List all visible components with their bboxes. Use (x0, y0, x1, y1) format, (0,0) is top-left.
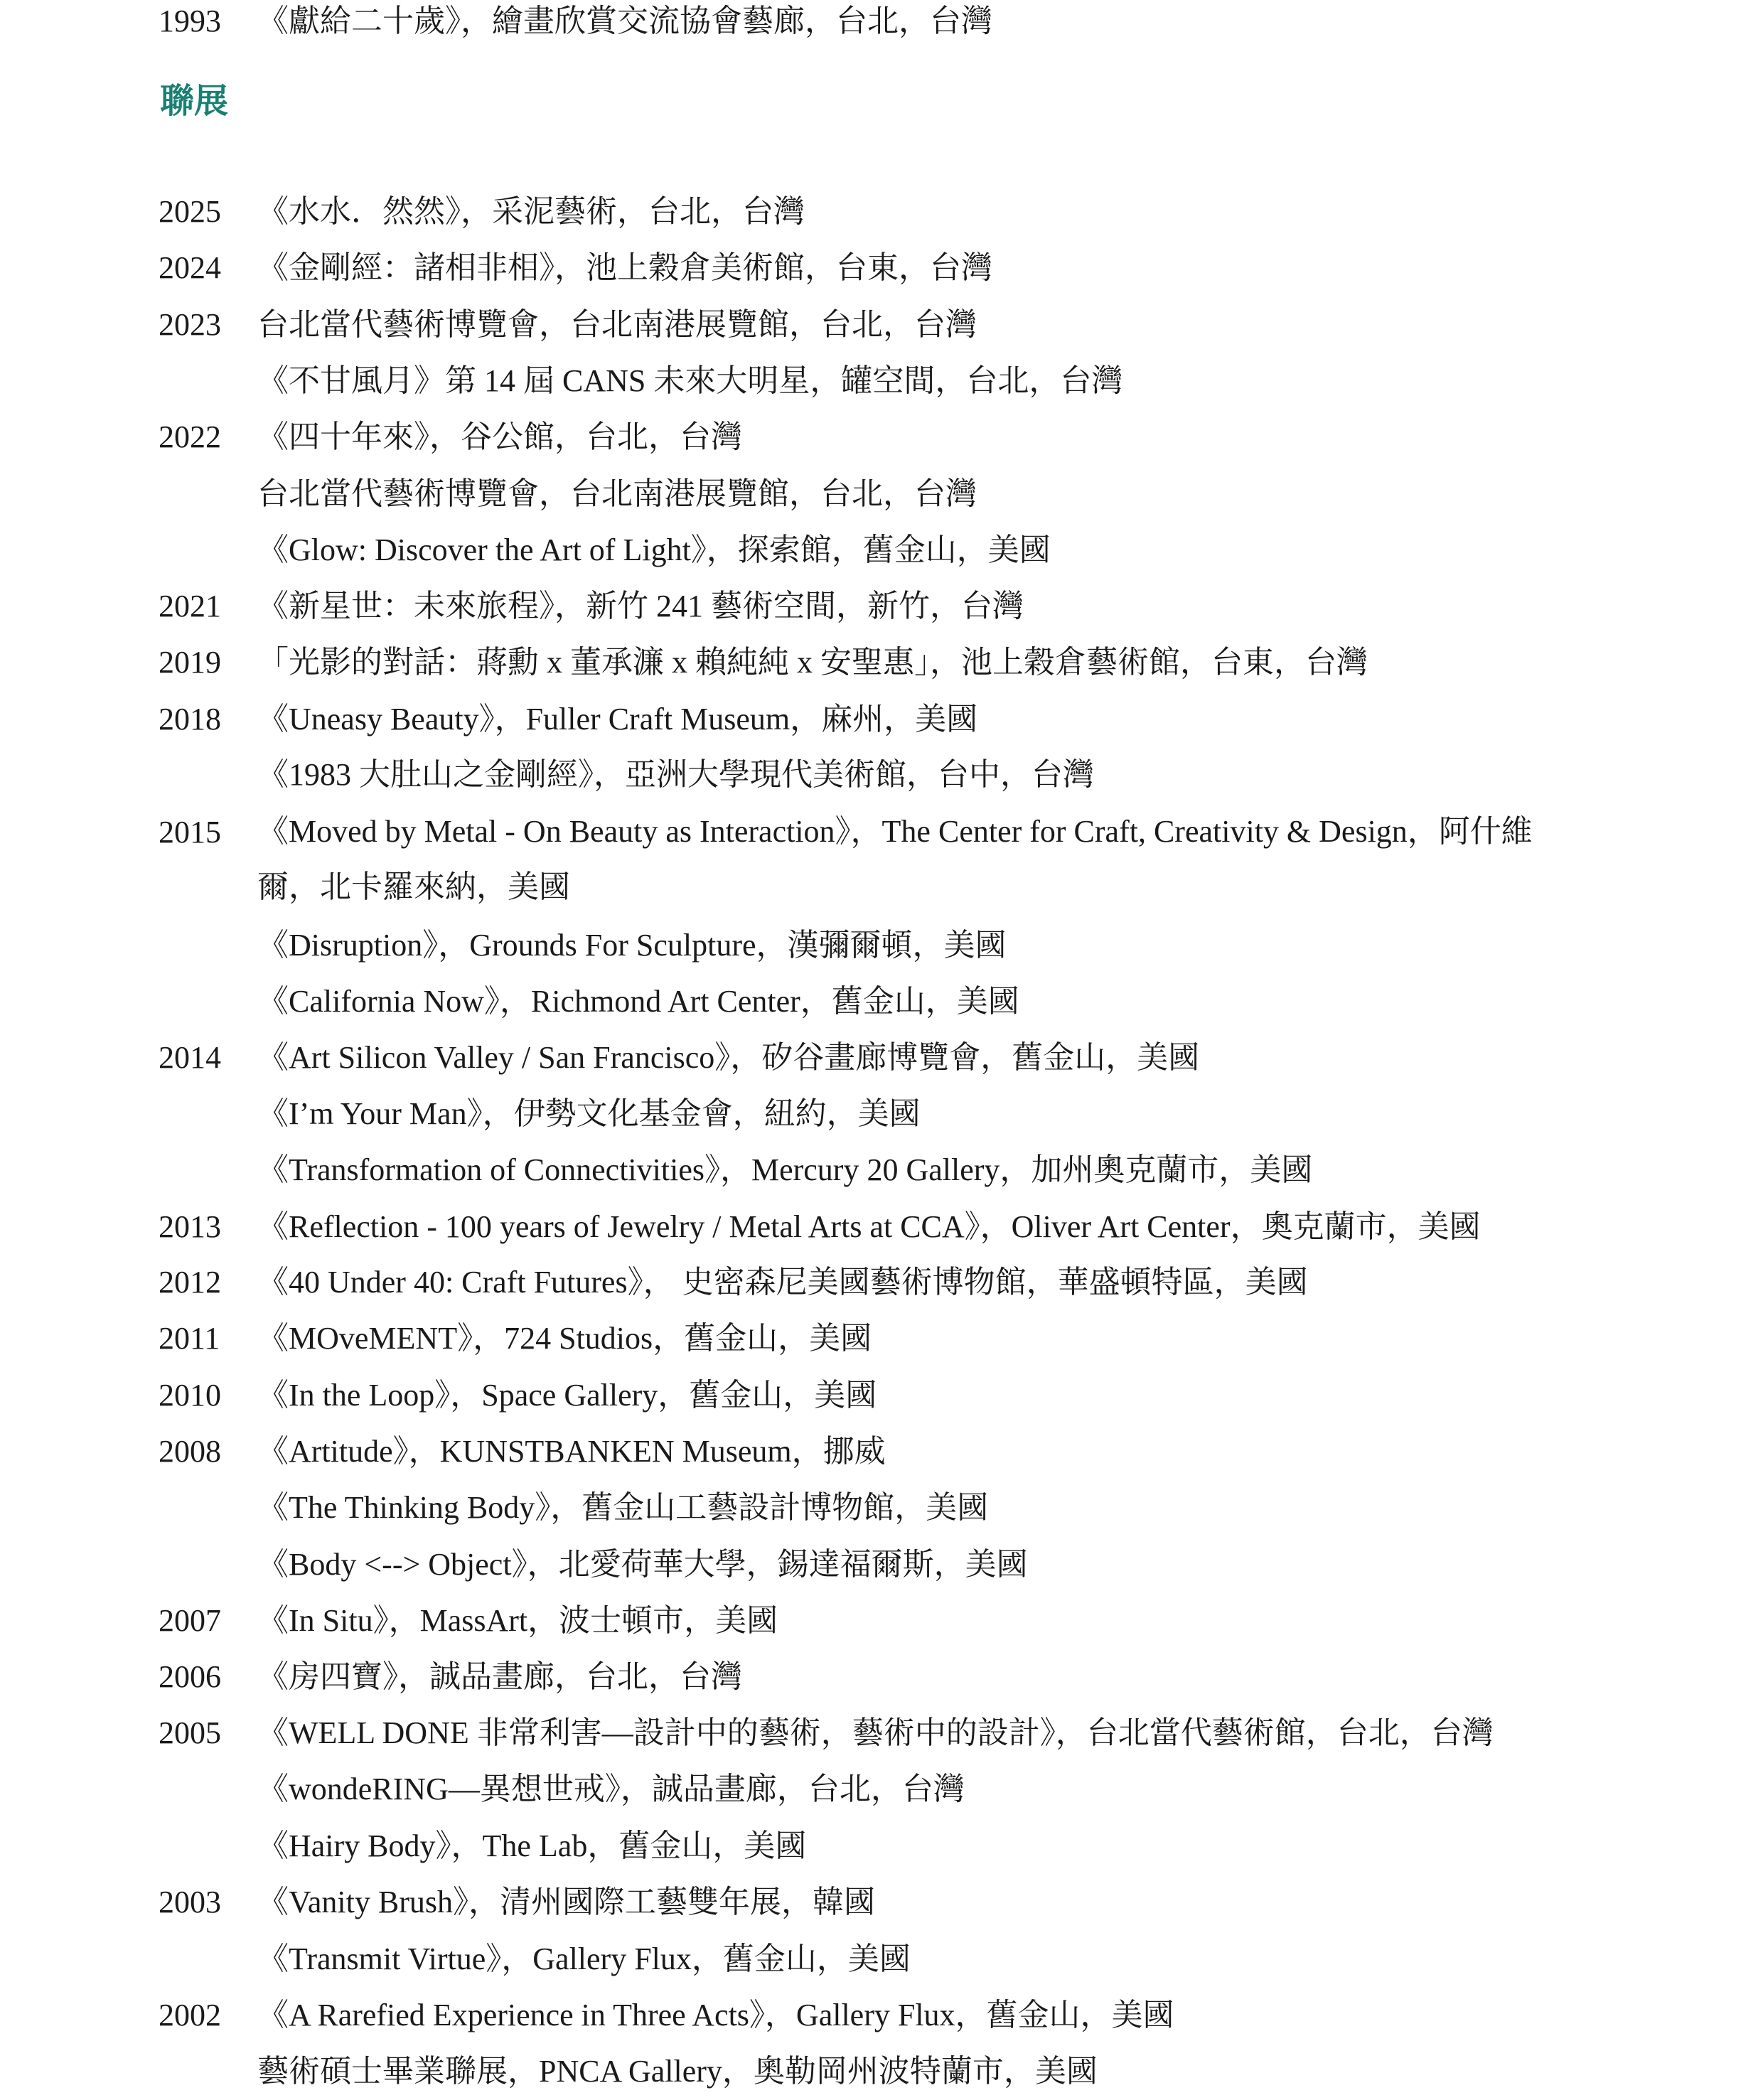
exhibition-entry: 「光影的對話：蔣勳 x 董承濂 x 賴純純 x 安聖惠」，池上穀倉藝術館，台東，台灣 (257, 645, 1368, 680)
exhibition-row (0, 522, 1763, 579)
exhibition-row (0, 1142, 1763, 1199)
exhibition-entry: 《四十年來》，谷公館，台北，台灣 (257, 419, 742, 454)
exhibition-year: 2013 (159, 1209, 221, 1244)
exhibition-row (0, 1705, 1763, 1762)
exhibition-row (0, 1254, 1763, 1311)
exhibition-entry: 《Disruption》，Grounds For Sculpture，漢彌爾頓，美國 (257, 928, 1007, 963)
exhibition-row (0, 296, 1763, 353)
exhibition-entry: 《Uneasy Beauty》，Fuller Craft Museum，麻州，美國 (257, 702, 978, 736)
exhibition-entry: 《新星世：未來旅程》，新竹 241 藝術空間，新竹，台灣 (257, 589, 1024, 623)
exhibition-entry: 《In the Loop》，Space Gallery，舊金山，美國 (257, 1378, 877, 1413)
exhibition-row (0, 183, 1763, 240)
exhibition-row (0, 1199, 1763, 1255)
exhibition-year: 2011 (159, 1321, 220, 1356)
exhibition-year: 2005 (159, 1715, 221, 1750)
exhibition-row (0, 804, 1763, 918)
exhibition-entry: 《In Situ》，MassArt，波士頓市，美國 (257, 1603, 778, 1638)
exhibition-row (0, 746, 1763, 803)
exhibition-entry: 台北當代藝術博覽會，台北南港展覽館，台北，台灣 (257, 476, 977, 511)
exhibition-year: 2019 (159, 645, 221, 680)
exhibition-row (0, 240, 1763, 296)
exhibition-entry: 《WELL DONE 非常利害—設計中的藝術，藝術中的設計》，台北當代藝術館，台北，台灣 (257, 1715, 1494, 1750)
exhibition-entry: 《金剛經：諸相非相》，池上穀倉美術館，台東，台灣 (257, 250, 992, 285)
exhibition-row (0, 1479, 1763, 1536)
group-exhibitions-heading: 聯展 (160, 81, 229, 121)
exhibition-year: 2006 (159, 1659, 221, 1694)
exhibition-row (0, 1423, 1763, 1480)
exhibition-year: 2007 (159, 1603, 221, 1638)
exhibition-row (0, 973, 1763, 1030)
exhibition-row (0, 691, 1763, 748)
exhibition-row (0, 1818, 1763, 1875)
exhibition-row (0, 466, 1763, 523)
exhibition-year: 2012 (159, 1265, 221, 1300)
exhibition-year: 2008 (159, 1434, 221, 1469)
exhibition-entry: 《A Rarefied Experience in Three Acts》，Gallery Flux，舊金山，美國 (257, 1998, 1174, 2032)
exhibition-entry: 台北當代藝術博覽會，台北南港展覽館，台北，台灣 (257, 307, 977, 342)
exhibition-row (0, 1029, 1763, 1086)
exhibition-entry: 《Hairy Body》，The Lab，舊金山，美國 (257, 1828, 807, 1863)
exhibition-entry: 藝術碩士畢業聯展，PNCA Gallery，奧勒岡州波特蘭市，美國 (257, 2054, 1098, 2089)
exhibition-year: 2025 (159, 194, 221, 229)
exhibition-entry: 《1983 大肚山之金剛經》，亞洲大學現代美術館，台中，台灣 (257, 757, 1094, 792)
entry-year: 1993 (159, 4, 221, 38)
exhibition-entry: 《Vanity Brush》，清州國際工藝雙年展，韓國 (257, 1885, 875, 1919)
exhibition-row (0, 1310, 1763, 1367)
solo-exhibition-entry (0, 0, 1763, 50)
exhibition-entry: 《不甘風月》第 14 屆 CANS 未來大明星，罐空間，台北，台灣 (257, 363, 1123, 398)
exhibition-year: 2021 (159, 589, 221, 623)
exhibition-row (0, 634, 1763, 691)
exhibition-entry: 《水水．然然》，采泥藝術，台北，台灣 (257, 194, 805, 229)
exhibition-entry: 《wondeRING—異想世戒》，誠品畫廊，台北，台灣 (257, 1772, 965, 1806)
exhibition-entry: 《Transformation of Connectivities》，Mercury 20 Gallery，加州奧克蘭市，美國 (257, 1152, 1313, 1187)
exhibition-entry: 《MOveMENT》，724 Studios，舊金山，美國 (257, 1321, 872, 1356)
exhibition-entry: 《Reflection - 100 years of Jewelry / Metal Arts at CCA》，Oliver Art Center，奧克蘭市，美國 (257, 1209, 1481, 1244)
exhibition-year: 2010 (159, 1378, 221, 1413)
exhibition-year: 2018 (159, 702, 221, 736)
exhibition-entry: 《40 Under 40: Craft Futures》， 史密森尼美國藝術博物館，華盛頓特區，美國 (257, 1265, 1308, 1300)
exhibition-row (0, 1086, 1763, 1142)
exhibition-year: 2014 (159, 1040, 221, 1075)
exhibition-entry: 《Artitude》，KUNSTBANKEN Museum，挪威 (257, 1434, 886, 1469)
exhibition-year: 2002 (159, 1998, 221, 2032)
exhibition-row (0, 1536, 1763, 1593)
exhibition-row (0, 917, 1763, 974)
exhibition-year: 2022 (159, 419, 221, 454)
exhibition-entry: 《房四寶》，誠品畫廊，台北，台灣 (257, 1659, 742, 1694)
exhibition-entry: 《Glow: Discover the Art of Light》，探索館，舊金山，美國 (257, 532, 1051, 567)
exhibition-entry: 《Transmit Virtue》，Gallery Flux，舊金山，美國 (257, 1941, 911, 1976)
exhibition-row (0, 2043, 1763, 2100)
exhibition-year: 2023 (159, 307, 221, 342)
exhibition-entry: 《Moved by Metal - On Beauty as Interaction》，The Center for Craft, Creativity & Design，阿什維爾，北卡羅來納，美國 (257, 814, 1533, 904)
exhibition-row (0, 409, 1763, 466)
exhibition-row (0, 1874, 1763, 1931)
exhibition-row (0, 1367, 1763, 1424)
exhibition-row (0, 1987, 1763, 2044)
exhibition-entry: 《I’m Your Man》，伊勢文化基金會，紐約，美國 (257, 1096, 921, 1131)
exhibition-row (0, 578, 1763, 635)
exhibition-year: 2003 (159, 1885, 221, 1919)
exhibition-entry: 《The Thinking Body》，舊金山工藝設計博物館，美國 (257, 1490, 989, 1525)
exhibition-row (0, 1592, 1763, 1649)
exhibition-year: 2024 (159, 250, 221, 285)
exhibition-row (0, 1761, 1763, 1818)
exhibition-entry: 《Body <--> Object》，北愛荷華大學，錫達福爾斯，美國 (257, 1547, 1028, 1582)
exhibition-entry: 《Art Silicon Valley / San Francisco》，矽谷畫廊博覽會，舊金山，美國 (257, 1040, 1200, 1075)
exhibition-row (0, 353, 1763, 409)
exhibition-row (0, 1649, 1763, 1705)
exhibition-entry: 《California Now》，Richmond Art Center，舊金山，美國 (257, 984, 1019, 1019)
exhibition-year: 2015 (159, 815, 221, 850)
exhibition-row (0, 1931, 1763, 1988)
entry-text: 《獻給二十歲》，繪畫欣賞交流協會藝廊，台北，台灣 (257, 4, 992, 38)
